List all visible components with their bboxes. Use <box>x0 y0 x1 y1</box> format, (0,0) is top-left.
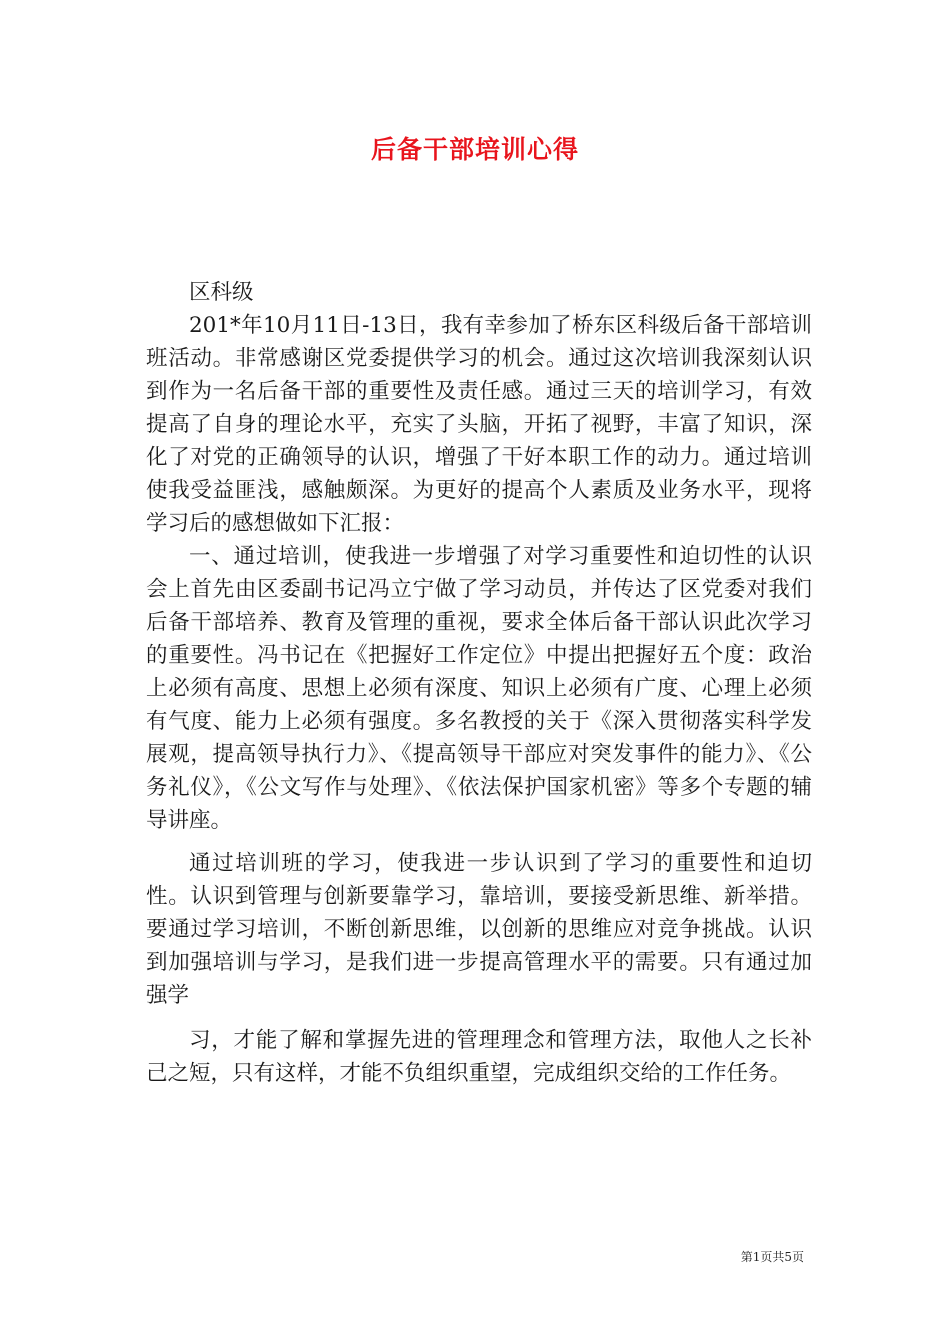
document-title: 后备干部培训心得 <box>370 135 579 164</box>
paragraph-point-one: 一、通过培训，使我进一步增强了对学习重要性和迫切性的认识会上首先由区委副书记冯立宁做了学习动员，并传达了区党委对我们后备干部培养、教育及管理的重视，要求全体后备干部认识此次学习的重要性。冯书记在《把握好工作定位》中提出把握好五个度：政治上必须有高度、思想上必须有深度、知识上必须有广度、心理上必须有气度、能力上必须有强度。多名教授的关于《深入贯彻落实科学发展观，提高领导执行力》、《提高领导干部应对突发事件的能力》、《公务礼仪》，《公文写作与处理》、《依法保护国家机密》等多个专题的辅导讲座。 <box>146 544 812 833</box>
paragraph-conclusion: 习，才能了解和掌握先进的管理理念和管理方法，取他人之长补己之短，只有这样，才能不负组织重望，完成组织交给的工作任务。 <box>146 1028 812 1086</box>
paragraph-learning: 通过培训班的学习，使我进一步认识到了学习的重要性和迫切性。认识到管理与创新要靠学习，靠培训，要接受新思维、新举措。要通过学习培训，不断创新思维，以创新的思维应对竞争挑战。认识到加强培训与学习，是我们进一步提高管理水平的需要。只有通过加强学 <box>146 851 812 1008</box>
paragraph-intro: 201*年10月11日-13日，我有幸参加了桥东区科级后备干部培训班活动。非常感谢区党委提供学习的机会。通过这次培训我深刻认识到作为一名后备干部的重要性及责任感。通过三天的培训学习，有效提高了自身的理论水平，充实了头脑，开拓了视野，丰富了知识，深化了对党的正确领导的认识，增强了干好本职工作的动力。通过培训使我受益匪浅，感触颇深。为更好的提高个人素质及业务水平，现将学习后的感想做如下汇报： <box>146 313 812 536</box>
paragraph-heading: 区科级 <box>189 280 254 305</box>
document-body <box>146 276 812 1090</box>
page-number: 第1页共5页 <box>740 1250 804 1264</box>
